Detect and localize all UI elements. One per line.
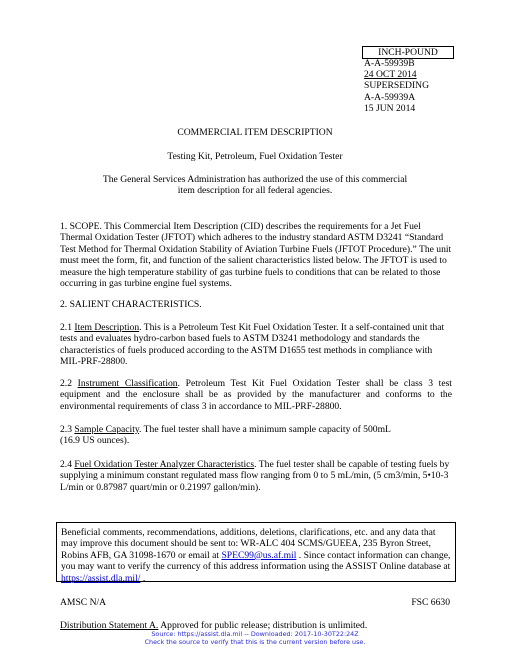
superseding-label: SUPERSEDING (364, 80, 430, 92)
email-link[interactable]: SPEC99@us.af.mil (221, 549, 297, 561)
section-2-3-number: 2.3 (60, 424, 75, 435)
authorization-statement (40, 174, 470, 197)
distribution-text: Approved for public release; distribution is unlimited. (158, 620, 368, 631)
section-2-3-text: . The fuel tester shall have a minimum sample capacity of 500mL (139, 424, 391, 435)
section-2-2-title: Instrument Classification (77, 378, 178, 389)
superseded-number: A-A-59939A (364, 91, 416, 103)
scope-section (60, 221, 452, 289)
scope-text: 1. SCOPE. This Commercial Item Description (CID) describes the requirements for a Jet Fuel Thermal Oxidation Tester (JFTOT) which adheres to the industry standard ASTM D3241 “Standard Test Method for Thermal Oxidation Stability of Aviation Turbine Fuels (JFTOT Procedure).” The unit must meet the form, fit, and function of the salient characteristics listed below. The JFTOT is used to measure the high temperature stability of gas turbine fuels to conditions that can be related to those occurring in gas turbine engine fuel systems. (60, 221, 452, 290)
document-subtitle: Testing Kit, Petroleum, Fuel Oxidation Tester (167, 151, 343, 162)
section-2-3-title: Sample Capacity (74, 424, 140, 435)
section-2-1-title: Item Description (74, 322, 140, 333)
feedback-box (56, 522, 456, 582)
section-2-1 (60, 322, 452, 368)
source-line-1: Source: https://assist.dla.mil -- Downloaded: 2017-10-30T22:24Z (151, 630, 359, 638)
section-2-1-number: 2.1 (60, 322, 75, 333)
section-2-4 (60, 459, 452, 493)
doc-date: 24 OCT 2014 (364, 69, 417, 81)
authorization-line-2: item description for all federal agencies. (177, 185, 333, 197)
section-2-4-title: Fuel Oxidation Tester Analyzer Characteristics (74, 459, 255, 470)
section-2-2-text: . Petroleum Test Kit Fuel Oxidation Tester shall be class 3 test equipment and the enclosure shall be as provided by the manufacturer and conforms to the environmental requirements of class 3 in accordance to MIL-PRF-28800. (60, 378, 452, 412)
document-title: COMMERCIAL ITEM DESCRIPTION (177, 127, 333, 138)
doc-number: A-A-59939B (364, 58, 415, 69)
salient-heading: 2. SALIENT CHARACTERISTICS. (60, 299, 202, 310)
authorization-line-1: The General Services Administration has authorized the use of this commercial (102, 174, 408, 185)
amsc-label: AMSC N/A (60, 597, 107, 608)
fsc-label: FSC 6630 (411, 597, 450, 608)
inch-pound-label: INCH-POUND (362, 46, 454, 59)
distribution-title: Distribution Statement A. (60, 620, 159, 631)
assist-link[interactable]: https://assist.dla.mil/ (61, 572, 141, 584)
feedback-text-1: Beneficial comments, recommendations, additions, deletions, clarifications, etc. and any data that may improve this document should be sent to: WR-ALC 404 SCMS/GUEEA, 235 Byron Street, Robins AFB, GA 31098-1670 or email at (61, 527, 436, 561)
feedback-text-2: . Since contact information can change, you may want to verify the currency of this address information using the ASSIST Online database at (61, 549, 451, 573)
source-notice (0, 631, 510, 646)
feedback-text-3: . (140, 572, 146, 584)
source-line-2: Check the source to verify that this is the current version before use. (144, 637, 366, 646)
section-2-3 (60, 424, 452, 447)
section-2-4-number: 2.4 (60, 459, 75, 470)
section-2-2-number: 2.2 (60, 378, 78, 389)
section-2-3-text-2: (16.9 US ounces). (60, 435, 130, 447)
section-2-2 (60, 378, 452, 412)
superseded-date: 15 JUN 2014 (364, 102, 416, 114)
section-2-4-text: . The fuel tester shall be capable of testing fuels by supplying a minimum constant regulated mass flow ranging from 0 to 5 mL/min, (5 cm3/min, 5•10-3 L/min or 0.87987 quart/min or 0.21997 gallon/min). (60, 459, 450, 493)
section-2-1-text: . This is a Petroleum Test Kit Fuel Oxidation Tester. It a self-contained unit that tests and evaluates hydro-carbon based fuels to ASTM D3241 methodology and standards the characteristics of fuels produced according to the ASTM D1655 test methods in compliance with MIL-PRF-28800. (60, 322, 445, 368)
document-identifier (364, 58, 484, 114)
